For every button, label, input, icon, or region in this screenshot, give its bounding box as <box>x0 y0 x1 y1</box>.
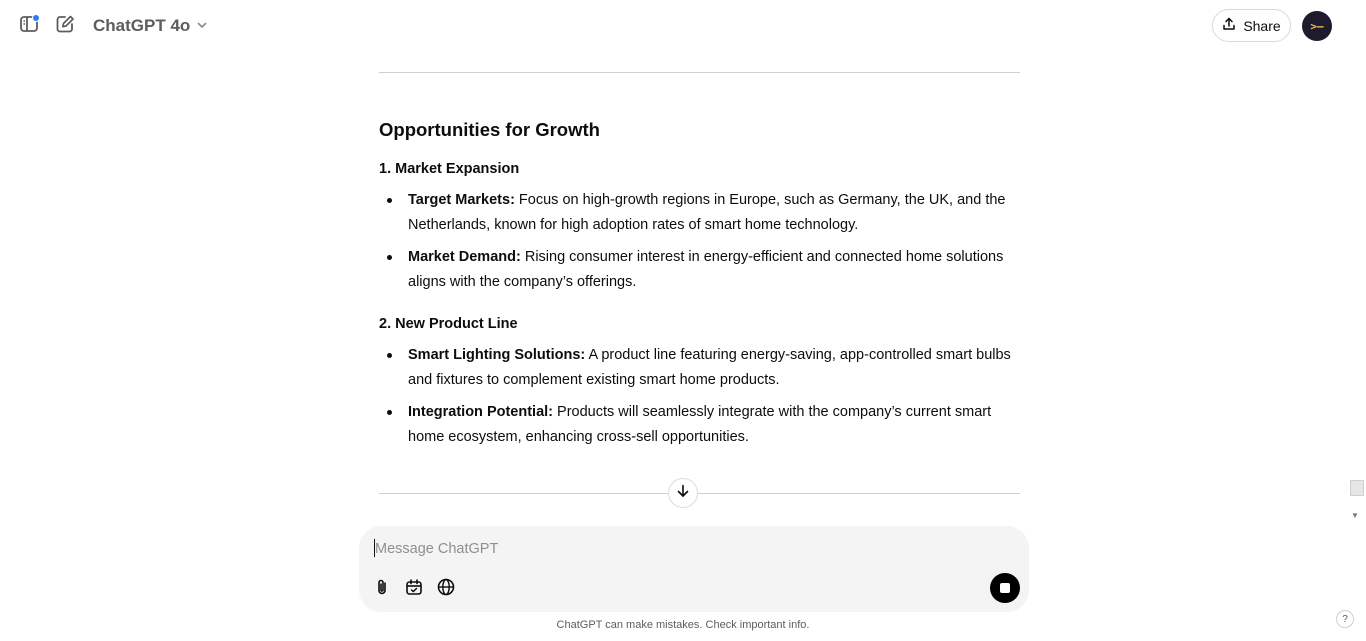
bullet-text: Focus on high-growth regions in Europe, such as Germany, the UK, and the Netherlands, known for high adoption rates of smart home technology. <box>408 192 1006 233</box>
stop-generating-button[interactable] <box>990 573 1020 603</box>
chevron-down-icon <box>196 16 208 36</box>
scrollbar-thumb[interactable] <box>1350 480 1364 496</box>
help-icon: ? <box>1342 613 1348 625</box>
top-bar <box>0 0 1366 52</box>
bullet-label: Integration Potential: <box>408 404 553 420</box>
sidebar-toggle-button[interactable] <box>15 12 43 40</box>
bullet-label: Target Markets: <box>408 192 515 208</box>
globe-icon <box>436 577 456 602</box>
avatar-text: >– <box>1310 19 1324 33</box>
bullet-text: A product line featuring energy-saving, app-controlled smart bulbs and fixtures to complement existing smart home products. <box>408 347 1011 388</box>
bullet-text: Products will seamlessly integrate with the company’s current smart home ecosystem, enhancing cross-sell opportunities. <box>408 404 992 445</box>
section-title: Opportunities for Growth <box>379 119 600 140</box>
stop-icon <box>1000 583 1010 593</box>
attach-button[interactable] <box>369 576 395 602</box>
arrow-down-icon <box>675 483 691 504</box>
tools-button[interactable] <box>401 576 427 602</box>
web-search-button[interactable] <box>433 576 459 602</box>
divider <box>379 72 1020 73</box>
subsection-heading: 1. Market Expansion <box>379 161 520 177</box>
list-item <box>408 188 1023 238</box>
list-item <box>408 343 1023 393</box>
model-switcher[interactable] <box>93 14 208 38</box>
bullet-text: Rising consumer interest in energy-efficient and connected home solutions aligns with the company’s offerings. <box>408 249 1004 290</box>
share-label: Share <box>1243 17 1281 34</box>
share-button[interactable] <box>1212 9 1291 42</box>
message-composer <box>359 526 1029 612</box>
list-item <box>408 400 1023 450</box>
help-button[interactable] <box>1336 610 1354 628</box>
message-input[interactable] <box>375 538 975 560</box>
bullet-label: Market Demand: <box>408 249 521 265</box>
share-icon <box>1222 17 1236 34</box>
scrollbar-down-arrow[interactable]: ▼ <box>1351 511 1359 520</box>
avatar[interactable] <box>1302 11 1332 41</box>
edit-icon <box>54 13 76 40</box>
calendar-tool-icon <box>404 577 424 602</box>
text-caret <box>374 539 375 557</box>
model-name: ChatGPT 4o <box>93 16 191 35</box>
list-item <box>408 245 1023 295</box>
divider <box>379 493 1020 494</box>
subsection-heading: 2. New Product Line <box>379 316 518 332</box>
notification-dot <box>32 14 40 22</box>
scroll-to-bottom-button[interactable] <box>668 478 698 508</box>
paperclip-icon <box>372 577 392 602</box>
disclaimer-text: ChatGPT can make mistakes. Check important info. <box>556 619 810 631</box>
bullet-label: Smart Lighting Solutions: <box>408 347 586 363</box>
new-chat-button[interactable] <box>51 12 79 40</box>
